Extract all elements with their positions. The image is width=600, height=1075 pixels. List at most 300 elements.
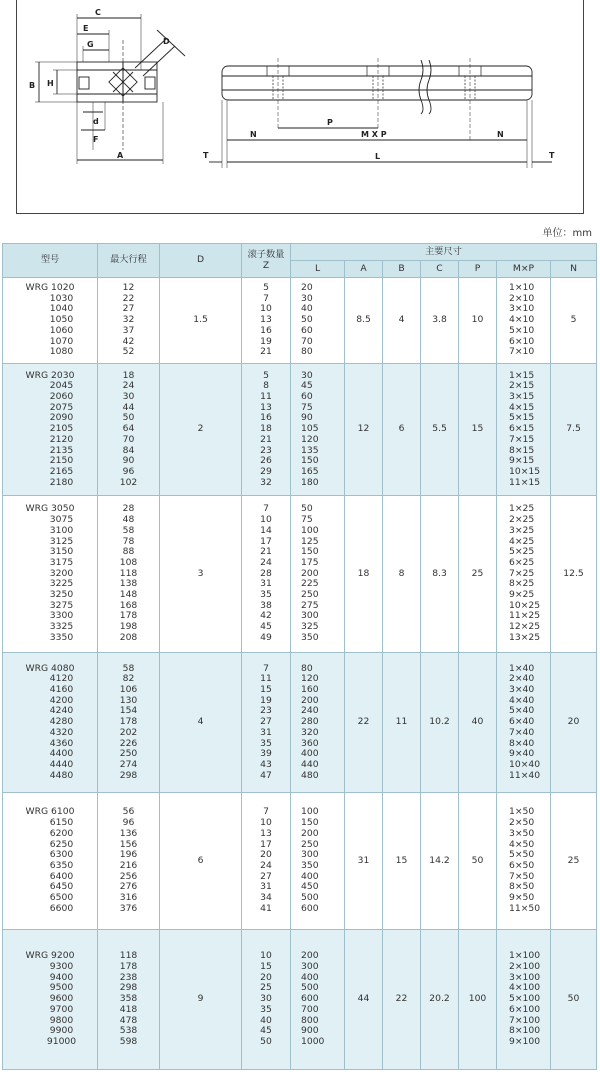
cell-Z (242, 278, 291, 364)
cell-Z-value: 10 (260, 950, 272, 962)
cell-L-value: 400 (301, 748, 319, 760)
cell-stroke-value: 30 (122, 391, 135, 403)
cell-L-value: 50 (301, 503, 313, 515)
cell-model-value: 9400 (49, 971, 74, 983)
cell-Z-value: 15 (260, 684, 272, 696)
table-row (3, 364, 597, 496)
cell-MxP-value: 2×10 (509, 292, 535, 304)
cell-P: 40 (459, 653, 497, 793)
cell-L-value: 360 (301, 737, 319, 749)
cell-L-value: 440 (301, 758, 319, 770)
cell-MxP (497, 364, 551, 496)
cell-D: 9 (160, 930, 242, 1070)
cell-MxP-value: 10×25 (509, 599, 541, 611)
cell-Z-value: 24 (260, 860, 272, 871)
cell-model-value: 3325 (49, 621, 74, 633)
cell-Z-value: 10 (260, 514, 272, 526)
cell-Z-value: 17 (260, 838, 272, 850)
cell-stroke-value: 274 (119, 758, 138, 770)
cell-MxP-value: 2×25 (509, 514, 535, 526)
cell-Z-value: 13 (260, 314, 272, 326)
header-Z: Z (262, 259, 270, 271)
cell-model-value: 4320 (49, 726, 74, 738)
cell-stroke-value: 598 (119, 1035, 138, 1047)
unit-label: 单位：mm (542, 228, 592, 239)
cell-model-value: 9700 (49, 1003, 74, 1015)
cell-stroke-value: 108 (119, 556, 138, 568)
cell-stroke-value: 198 (119, 621, 138, 633)
cell-Z-value: 40 (260, 1014, 272, 1026)
header-stroke: 最大行程 (98, 244, 160, 278)
cell-Z-value: 21 (260, 346, 272, 358)
model-group (3, 364, 597, 496)
cell-stroke-value: 58 (122, 524, 135, 536)
cell-L-value: 350 (301, 631, 319, 643)
cell-stroke-value: 24 (122, 380, 135, 392)
cell-MxP-value: 2×15 (509, 380, 535, 392)
cell-Z-value: 11 (260, 673, 272, 685)
cell-Z-value: 13 (260, 401, 272, 413)
cell-A: 12 (345, 364, 383, 496)
cell-L-value: 30 (301, 292, 313, 304)
cell-L-value: 105 (301, 423, 319, 435)
cell-stroke-value: 106 (119, 684, 138, 696)
cell-MxP-value: 10×15 (509, 465, 541, 477)
cell-stroke-value: 118 (119, 567, 138, 579)
cell-MxP-value: 6×25 (509, 556, 535, 568)
cell-stroke-value: 84 (122, 444, 135, 456)
cell-L-value: 400 (301, 971, 319, 983)
cell-L-value: 250 (301, 838, 319, 850)
cell-stroke-value: 178 (119, 716, 138, 728)
cell-L-value: 150 (301, 455, 319, 467)
cell-B: 22 (383, 930, 421, 1070)
cell-MxP-value: 9×25 (509, 589, 535, 601)
cell-model (3, 496, 98, 653)
cell-A: 8.5 (345, 278, 383, 364)
cell-N: 7.5 (551, 364, 597, 496)
cell-MxP-value: 9×15 (509, 455, 535, 467)
cell-MxP (497, 793, 551, 930)
header-model: 型号 (3, 244, 98, 278)
cell-stroke-value: 154 (119, 705, 138, 717)
header-L: L (291, 261, 345, 278)
cell-Z-value: 35 (260, 589, 272, 601)
cell-MxP-value: 1×100 (509, 950, 541, 962)
cell-model-value: 9300 (49, 961, 74, 973)
model-group (3, 930, 597, 1070)
cell-MxP-value: 9×100 (509, 1035, 541, 1047)
cell-L-value: 200 (301, 950, 319, 962)
cell-L-value: 45 (301, 380, 313, 392)
cell-stroke-value: 418 (119, 1003, 138, 1015)
cell-Z-value: 29 (260, 465, 272, 477)
cell-stroke-value: 238 (119, 971, 138, 983)
header-rollers-label: 滚子数量 (247, 249, 285, 261)
cell-model-value: 4160 (49, 684, 74, 696)
cell-MxP-value: 8×40 (509, 737, 535, 749)
cell-Z-value: 14 (260, 524, 272, 536)
cell-stroke-value: 12 (122, 282, 135, 294)
cell-D: 6 (160, 793, 242, 930)
cell-Z-value: 27 (260, 870, 272, 882)
cell-MxP-value: 11×25 (509, 610, 541, 622)
cell-stroke-value: 58 (122, 662, 135, 674)
cell-Z-value: 13 (260, 827, 272, 839)
cell-MxP-value: 7×40 (509, 726, 535, 738)
cell-L-value: 400 (301, 870, 319, 882)
header-MxP: M×P (497, 261, 551, 278)
header-N: N (551, 261, 597, 278)
cell-stroke (98, 653, 160, 793)
cell-L (291, 278, 345, 364)
cell-P: 100 (459, 930, 497, 1070)
cell-L-value: 30 (301, 369, 313, 381)
cell-P: 10 (459, 278, 497, 364)
model-group (3, 496, 597, 653)
cell-stroke-value: 256 (119, 870, 138, 882)
cell-Z-value: 21 (260, 546, 272, 558)
cell-Z-value: 20 (260, 971, 272, 983)
cell-stroke-value: 96 (122, 817, 135, 829)
cell-A: 31 (345, 793, 383, 930)
cell-model (3, 278, 98, 364)
cell-Z-value: 18 (260, 423, 272, 435)
cell-stroke-value: 478 (119, 1014, 138, 1026)
cell-L-value: 125 (301, 535, 319, 547)
cell-Z-value: 7 (263, 662, 269, 674)
dim-label-A: A (117, 151, 124, 160)
cell-MxP-value: 3×25 (509, 524, 535, 536)
cell-model (3, 930, 98, 1070)
cell-L-value: 325 (301, 621, 319, 633)
cell-stroke-value: 22 (122, 292, 135, 304)
cell-MxP-value: 6×15 (509, 423, 535, 435)
cell-model-value: 2135 (49, 444, 74, 456)
cell-Z-value: 24 (260, 556, 272, 568)
cell-Z (242, 793, 291, 930)
cell-model-value: 2075 (49, 401, 74, 413)
cell-stroke-value: 216 (119, 860, 138, 871)
cell-MxP-value: 7×10 (509, 346, 535, 358)
cell-stroke-value: 42 (122, 335, 135, 347)
cell-model-value: 91000 (46, 1035, 77, 1047)
cell-C: 5.5 (421, 364, 459, 496)
cell-Z-value: 16 (260, 324, 272, 336)
cell-stroke-value: 148 (119, 589, 138, 601)
cell-L-value: 75 (301, 401, 313, 413)
cell-stroke-value: 226 (119, 737, 138, 749)
cell-L-value: 135 (301, 444, 319, 456)
cell-L-value: 100 (301, 806, 319, 818)
drawing-svg (17, 0, 585, 214)
cell-Z (242, 653, 291, 793)
cell-L-value: 700 (301, 1003, 319, 1015)
cell-MxP-value: 2×100 (509, 961, 541, 973)
cell-Z-value: 35 (260, 1003, 272, 1015)
cell-L-value: 280 (301, 716, 319, 728)
dim-label-P: P (327, 118, 333, 127)
cell-MxP-value: 12×25 (509, 621, 541, 633)
cell-stroke-value: 538 (119, 1025, 138, 1037)
cell-stroke-value: 118 (119, 950, 138, 962)
cell-MxP-value: 5×15 (509, 412, 535, 424)
cell-stroke-value: 44 (122, 401, 135, 413)
cell-MxP-value: 3×100 (509, 971, 541, 983)
cell-model-value: WRG 3050 (25, 503, 75, 515)
cell-stroke-value: 48 (122, 514, 135, 526)
dim-label-N-right: N (497, 130, 504, 139)
cell-MxP-value: 2×40 (509, 673, 535, 685)
cell-MxP-value: 7×100 (509, 1014, 541, 1026)
cell-model-value: 4480 (49, 769, 74, 781)
cell-L-value: 300 (301, 849, 319, 861)
cell-stroke-value: 316 (119, 892, 138, 904)
cell-Z-value: 50 (260, 1035, 272, 1047)
cell-MxP-value: 6×10 (509, 335, 535, 347)
cell-MxP-value: 4×10 (509, 314, 535, 326)
cell-D: 3 (160, 496, 242, 653)
cell-D: 1.5 (160, 278, 242, 364)
cell-Z-value: 5 (263, 282, 269, 294)
technical-drawing (16, 0, 584, 214)
cell-L-value: 175 (301, 556, 319, 568)
cell-Z-value: 32 (260, 476, 272, 488)
cell-model-value: 6450 (49, 881, 74, 893)
cell-stroke-value: 156 (119, 838, 138, 850)
cell-L-value: 300 (301, 610, 319, 622)
dim-label-E: E (83, 24, 89, 33)
cell-Z-value: 19 (260, 694, 272, 706)
cell-stroke-value: 168 (119, 599, 138, 611)
header-rollers (242, 244, 291, 278)
cell-Z-value: 16 (260, 412, 272, 424)
cell-stroke-value: 250 (119, 748, 138, 760)
cell-Z-value: 31 (260, 726, 272, 738)
cell-Z-value: 15 (260, 961, 272, 973)
cell-model-value: 1060 (49, 324, 74, 336)
cell-stroke-value: 52 (122, 346, 135, 358)
cell-model-value: 1040 (49, 303, 74, 315)
cell-Z-value: 30 (260, 993, 272, 1005)
cell-Z-value: 23 (260, 705, 272, 717)
cell-model-value: 3150 (49, 546, 74, 558)
spec-table-header (3, 244, 597, 278)
cell-model-value: 3350 (49, 631, 74, 643)
cell-model-value: 2060 (49, 391, 74, 403)
cell-Z-value: 20 (260, 849, 272, 861)
cell-model-value: WRG 9200 (25, 950, 75, 962)
cell-model-value: 4200 (49, 694, 74, 706)
cell-stroke-value: 138 (119, 578, 138, 590)
cell-MxP (497, 278, 551, 364)
cell-stroke-value: 90 (122, 455, 135, 467)
cell-MxP-value: 8×100 (509, 1025, 541, 1037)
cell-L (291, 930, 345, 1070)
cell-B: 11 (383, 653, 421, 793)
cross-section-rail-left (77, 62, 123, 102)
cell-model-value: 9900 (49, 1025, 74, 1037)
cell-model-value: WRG 2030 (25, 369, 75, 381)
cell-Z-value: 41 (260, 902, 272, 914)
cell-MxP-value: 7×50 (509, 870, 535, 882)
cell-C: 14.2 (421, 793, 459, 930)
cell-MxP (497, 653, 551, 793)
cell-model-value: 3100 (49, 524, 74, 536)
cell-Z-value: 10 (260, 817, 272, 829)
cell-L-value: 320 (301, 726, 319, 738)
cell-Z-value: 7 (263, 292, 269, 304)
cell-model-value: 4440 (49, 758, 74, 770)
cell-model-value: 1080 (49, 346, 74, 358)
cell-Z-value: 34 (260, 892, 272, 904)
cell-L-value: 60 (301, 324, 313, 336)
cell-model-value: 6200 (49, 827, 74, 839)
cell-MxP-value: 8×50 (509, 881, 535, 893)
cell-Z-value: 10 (260, 303, 272, 315)
cell-L-value: 120 (301, 673, 319, 685)
cell-L-value: 500 (301, 982, 319, 994)
cell-B: 15 (383, 793, 421, 930)
cell-Z-value: 28 (260, 567, 272, 579)
cell-Z-value: 45 (260, 1025, 272, 1037)
dim-label-C: C (95, 8, 101, 17)
cell-model-value: 9500 (49, 982, 74, 994)
cell-model (3, 793, 98, 930)
cell-N: 20 (551, 653, 597, 793)
cell-MxP-value: 3×40 (509, 684, 535, 696)
cell-L-value: 200 (301, 567, 319, 579)
cell-MxP-value: 4×15 (509, 401, 535, 413)
cell-stroke-value: 376 (119, 902, 138, 914)
cell-model-value: 2180 (49, 476, 74, 488)
cell-model-value: 2105 (49, 423, 74, 435)
cell-Z-value: 21 (260, 433, 272, 445)
cell-stroke-value: 202 (119, 726, 138, 738)
cell-MxP-value: 4×100 (509, 982, 541, 994)
cell-MxP-value: 11×15 (509, 476, 541, 488)
cell-MxP-value: 5×50 (509, 849, 535, 861)
cell-MxP (497, 930, 551, 1070)
cell-MxP-value: 5×100 (509, 993, 541, 1005)
cell-stroke-value: 208 (119, 631, 138, 643)
cell-model-value: 2120 (49, 433, 74, 445)
cell-MxP-value: 4×50 (509, 838, 535, 850)
cell-model-value: 2090 (49, 412, 74, 424)
cell-Z-value: 5 (263, 369, 269, 381)
dim-label-d: d (93, 117, 99, 126)
cell-model-value: 6500 (49, 892, 74, 904)
cell-Z (242, 364, 291, 496)
cell-model-value: 4400 (49, 748, 74, 760)
dim-label-B: B (29, 81, 36, 90)
cell-MxP-value: 2×50 (509, 817, 535, 829)
cell-MxP-value: 1×25 (509, 503, 535, 515)
cell-L-value: 75 (301, 514, 313, 526)
cell-Z-value: 43 (260, 758, 272, 770)
cell-MxP-value: 6×50 (509, 860, 535, 871)
cell-MxP-value: 5×10 (509, 324, 535, 336)
dim-label-T-right: T (549, 151, 555, 160)
cell-Z-value: 25 (260, 982, 272, 994)
cell-stroke-value: 32 (122, 314, 135, 326)
cell-Z-value: 39 (260, 748, 272, 760)
cell-stroke-value: 102 (119, 476, 138, 488)
cell-MxP-value: 6×100 (509, 1003, 541, 1015)
cell-L-value: 165 (301, 465, 319, 477)
dim-label-MxP: M X P (361, 130, 387, 139)
cell-Z-value: 19 (260, 335, 272, 347)
cell-stroke-value: 358 (119, 993, 138, 1005)
cell-Z-value: 27 (260, 716, 272, 728)
dim-label-N-left: N (250, 130, 257, 139)
cell-N: 12.5 (551, 496, 597, 653)
cell-model-value: 6600 (49, 902, 74, 914)
model-group (3, 793, 597, 930)
cell-model-value: 3200 (49, 567, 74, 579)
cell-stroke-value: 18 (122, 369, 135, 381)
dim-label-T-left: T (203, 151, 209, 160)
cell-MxP-value: 3×50 (509, 827, 535, 839)
cell-P: 25 (459, 496, 497, 653)
header-P: P (459, 261, 497, 278)
cell-MxP-value: 5×25 (509, 546, 535, 558)
cell-stroke-value: 64 (122, 423, 135, 435)
spec-table (2, 243, 597, 1070)
cell-model-value: 3225 (49, 578, 74, 590)
cell-Z (242, 930, 291, 1070)
cell-model-value: 4360 (49, 737, 74, 749)
cell-D: 4 (160, 653, 242, 793)
cell-model (3, 364, 98, 496)
cell-MxP-value: 13×25 (509, 631, 541, 643)
cell-model-value: 2165 (49, 465, 74, 477)
cell-MxP-value: 9×40 (509, 748, 535, 760)
dim-label-G: G (87, 40, 94, 49)
cell-L-value: 500 (301, 892, 319, 904)
dim-label-H: H (47, 79, 54, 88)
cell-L-value: 40 (301, 303, 313, 315)
cell-Z (242, 496, 291, 653)
cell-Z-value: 23 (260, 444, 272, 456)
cell-L-value: 900 (301, 1025, 319, 1037)
cell-model (3, 653, 98, 793)
cell-model-value: 4240 (49, 705, 74, 717)
cell-L-value: 160 (301, 684, 319, 696)
cell-MxP-value: 1×10 (509, 282, 535, 294)
cell-C: 20.2 (421, 930, 459, 1070)
cell-L-value: 60 (301, 391, 313, 403)
cell-model-value: 3275 (49, 599, 74, 611)
cell-A: 18 (345, 496, 383, 653)
cell-MxP-value: 7×25 (509, 567, 535, 579)
cell-C: 8.3 (421, 496, 459, 653)
cell-L (291, 364, 345, 496)
cell-MxP-value: 7×15 (509, 433, 535, 445)
cell-C: 3.8 (421, 278, 459, 364)
model-group (3, 653, 597, 793)
dim-label-L: L (375, 152, 381, 161)
cell-L-value: 80 (301, 346, 313, 358)
cell-Z-value: 31 (260, 578, 272, 590)
cell-Z-value: 35 (260, 737, 272, 749)
cell-L-value: 150 (301, 817, 319, 829)
cell-L-value: 600 (301, 902, 319, 914)
cell-model-value: WRG 6100 (25, 806, 75, 818)
header-A: A (345, 261, 383, 278)
cell-Z-value: 8 (263, 380, 269, 392)
cell-MxP-value: 8×25 (509, 578, 535, 590)
